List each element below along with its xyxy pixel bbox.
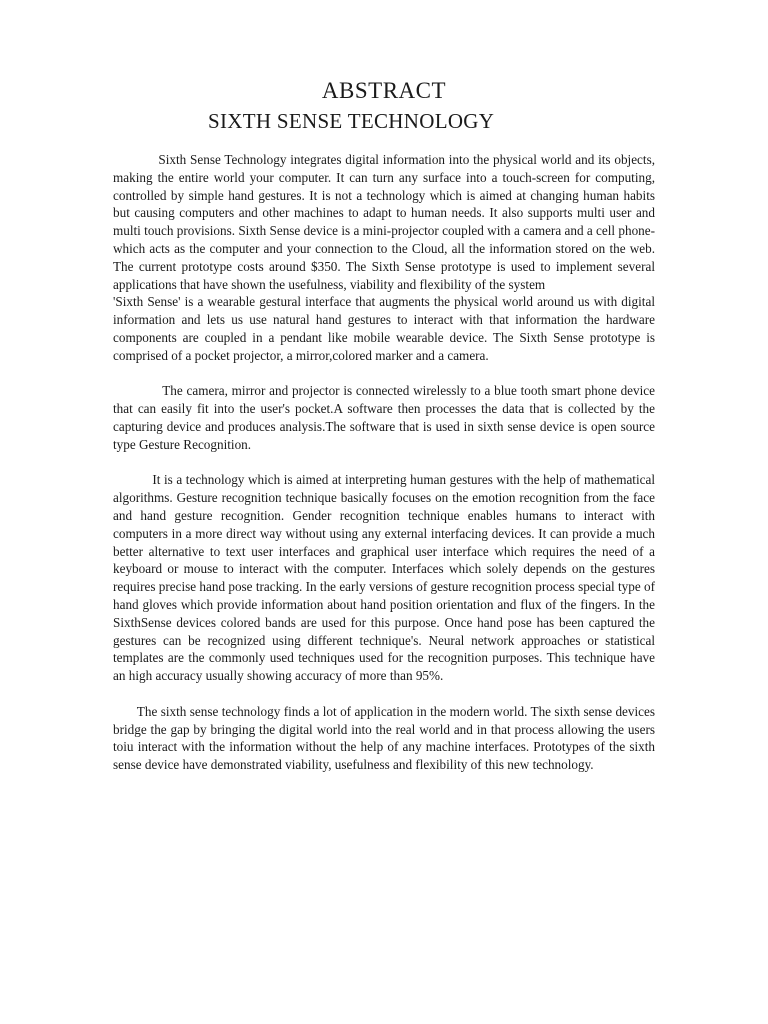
paragraph-wearable-interface: 'Sixth Sense' is a wearable gestural interface that augments the physical world around us with digital information and lets us use natural hand gestures to interact with that information the hardware components are coupled in a pendant like mobile wearable device. The Sixth Sense prototype is comprised of a pocket projector, a mirror,colored marker and a camera. [113, 294, 655, 363]
paragraph-gesture-recognition: It is a technology which is aimed at interpreting human gestures with the help of mathematical algorithms. Gesture recognition technique basically focuses on the emotion recognition from the face and hand gesture recognition. Gender recognition technique enables humans to interact with computers in a more direct way without using any external interfacing devices. It can provide a much better alternative to text user interfaces and graphical user interface which requires the need of a keyboard or mouse to interact with the computer. Interfaces which solely depends on the gestures requires precise hand pose tracking. In the early versions of gesture recognition process special type of hand gloves which provide information about hand position orientation and flux of the fingers. In the SixthSense devices colored bands are used for this purpose. Once hand pose has been captured the gestures can be recognized using different technique's. Neural network approaches or statistical templates are the commonly used techniques used for the recognition purposes. This technique have an high accuracy usually showing accuracy of more than 95%. [113, 472, 655, 684]
paragraph-hardware: The camera, mirror and projector is connected wirelessly to a blue tooth smart phone device that can easily fit into the user's pocket.A software then processes the data that is collected by the capturing device and produces analysis.The software that is used in sixth sense device is open source type Gesture Recognition. [113, 383, 655, 452]
abstract-body [113, 151, 655, 774]
paragraph-intro: Sixth Sense Technology integrates digital information into the physical world and its objects, making the entire world your computer. It can turn any surface into a touch-screen for computing, controlled by simple hand gestures. It is not a technology which is aimed at changing human habits but causing computers and other machines to adapt to human needs. It also supports multi user and multi touch provisions. Sixth Sense device is a mini-projector coupled with a camera and a cell phone-which acts as the computer and your connection to the Cloud, all the information stored on the web. The current prototype costs around $350. The Sixth Sense prototype is used to implement several applications that have shown the usefulness, viability and flexibility of the system [113, 152, 655, 292]
document-subtitle: SIXTH SENSE TECHNOLOGY [208, 109, 495, 133]
document-title: ABSTRACT [321, 78, 447, 103]
paragraph-conclusion: The sixth sense technology finds a lot of application in the modern world. The sixth sense devices bridge the gap by bringing the digital world into the real world and in that process allowing the users toiu interact with the information without the help of any machine interfaces. Prototypes of the sixth sense device have demonstrated viability, usefulness and flexibility of this new technology. [113, 703, 655, 773]
